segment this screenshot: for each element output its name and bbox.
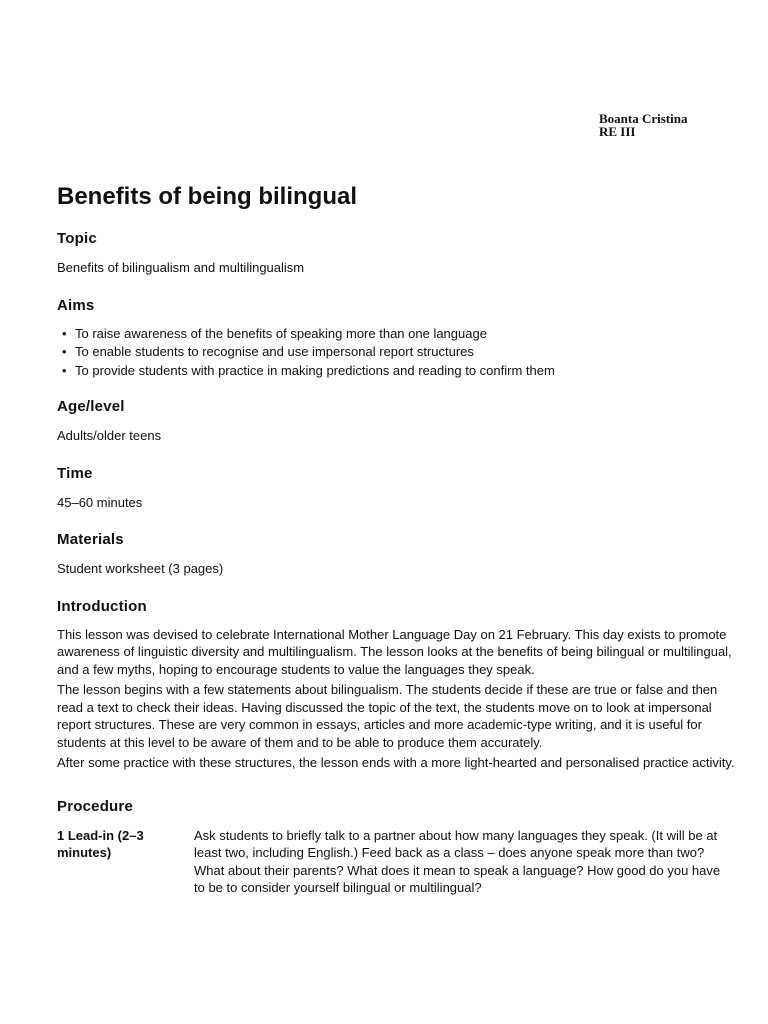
materials-heading: Materials: [57, 531, 124, 548]
document-title: Benefits of being bilingual: [57, 183, 357, 210]
topic-heading: Topic: [57, 230, 97, 247]
procedure-step-label: 1 Lead-in (2–3 minutes): [57, 827, 144, 860]
introduction-paragraph: After some practice with these structures, the lesson ends with a more light-hearted and personalised practice activity.: [57, 755, 735, 770]
author-name: Boanta Cristina: [599, 111, 688, 126]
age-level-heading: Age/level: [57, 398, 125, 415]
introduction-paragraph: This lesson was devised to celebrate International Mother Language Day on 21 February. This day exists to promote awareness of linguistic diversity and multilingualism. The lesson looks at the benefits of being bilingual or multilingual, and a few myths, hoping to encourage students to value the languages they speak.: [57, 626, 732, 677]
lesson-plan: [57, 181, 737, 897]
time-text: 45–60 minutes: [57, 494, 143, 510]
procedure-step: [57, 827, 737, 897]
aims-list-item: • To provide students with practice in making predictions and reading to confirm them: [57, 362, 737, 381]
procedure-heading: Procedure: [57, 797, 133, 815]
author-block: [599, 112, 687, 138]
author-class: RE III: [599, 124, 636, 139]
topic-text: Benefits of bilingualism and multilingualism: [57, 260, 305, 275]
time-heading: Time: [57, 464, 93, 482]
aims-list-item: • To raise awareness of the benefits of speaking more than one language: [57, 325, 737, 344]
procedure-step-text: Ask students to briefly talk to a partner about how many languages they speak. (It will be at least two, including English.) Feed back as a class – does anyone speak more than two? What about their parents? What does it mean to speak a language? How good do you have to be to consider yourself bilingual or multilingual?: [194, 827, 721, 895]
aims-list-item: • To enable students to recognise and use impersonal report structures: [57, 343, 737, 362]
age-level-text: Adults/older teens: [57, 428, 162, 443]
introduction-heading: Introduction: [57, 597, 147, 615]
aims-heading: Aims: [57, 296, 95, 314]
materials-text: Student worksheet (3 pages): [57, 561, 224, 576]
introduction-paragraph: The lesson begins with a few statements about bilingualism. The students decide if these are true or false and then read a text to check their ideas. Having discussed the topic of the text, the students move on to look at impersonal report structures. These are very common in essays, articles and more academic-type writing, and it is useful for students at this level to be aware of them and to be able to produce them accurately.: [57, 682, 718, 750]
aims-list: [57, 325, 737, 381]
